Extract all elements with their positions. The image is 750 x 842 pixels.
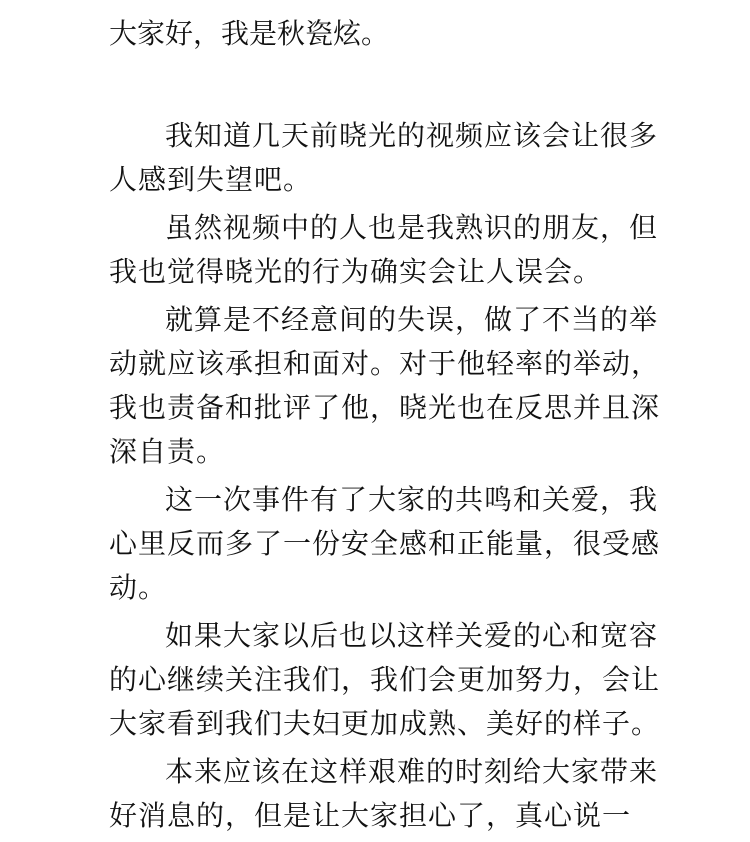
greeting-line: 大家好，我是秋瓷炫。 [109,17,390,50]
statement-body [109,114,669,842]
paragraph: 如果大家以后也以这样关爱的心和宽容的心继续关注我们，我们会更加努力，会让大家看到我们夫妇更加成熟、美好的样子。 [109,619,661,740]
paragraph: 这一次事件有了大家的共鸣和关爱，我心里反而多了一份安全感和正能量，很受感动。 [109,483,661,604]
paragraph: 就算是不经意间的失误，做了不当的举动就应该承担和面对。对于他轻率的举动，我也责备和批评了他，晓光也在反思并且深深自责。 [109,303,661,468]
paragraph: 本来应该在这样艰难的时刻给大家带来好消息的，但是让大家担心了，真心说一 [109,755,659,832]
paragraph: 我知道几天前晓光的视频应该会让很多人感到失望吧。 [109,119,659,196]
paragraph: 虽然视频中的人也是我熟识的朋友，但我也觉得晓光的行为确实会让人误会。 [109,211,659,288]
